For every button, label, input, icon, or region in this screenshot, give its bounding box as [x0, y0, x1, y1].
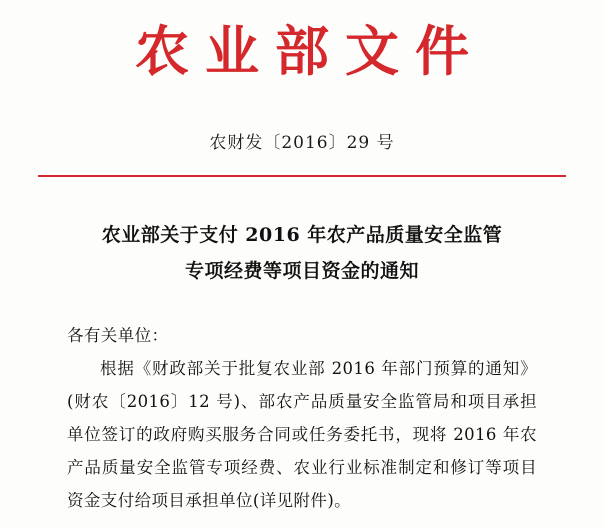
body-paragraph-1: 根据《财政部关于批复农业部 2016 年部门预算的通知》(财农〔2016〕12 号)、部农产品质量安全监管局和项目承担单位签订的政府购买服务合同或任务委托书，现将 2016 年农产品质量安全监管专项经费、农业行业标准制定和修订等项目资金支付给项目承担单位(详见附件)。	[67, 358, 537, 510]
masthead	[0, 0, 604, 86]
red-separator-rule	[38, 175, 566, 177]
document-body	[67, 319, 537, 517]
document-title	[72, 217, 532, 289]
masthead-title: 农业部文件	[135, 19, 485, 83]
document-number: 农财发〔2016〕29 号	[209, 132, 395, 153]
document-number-row	[0, 128, 604, 153]
salutation: 各有关单位：	[67, 325, 169, 345]
document-title-line-1: 农业部关于支付 2016 年农产品质量安全监管	[101, 223, 503, 246]
document-title-line-2: 专项经费等项目资金的通知	[184, 259, 419, 282]
